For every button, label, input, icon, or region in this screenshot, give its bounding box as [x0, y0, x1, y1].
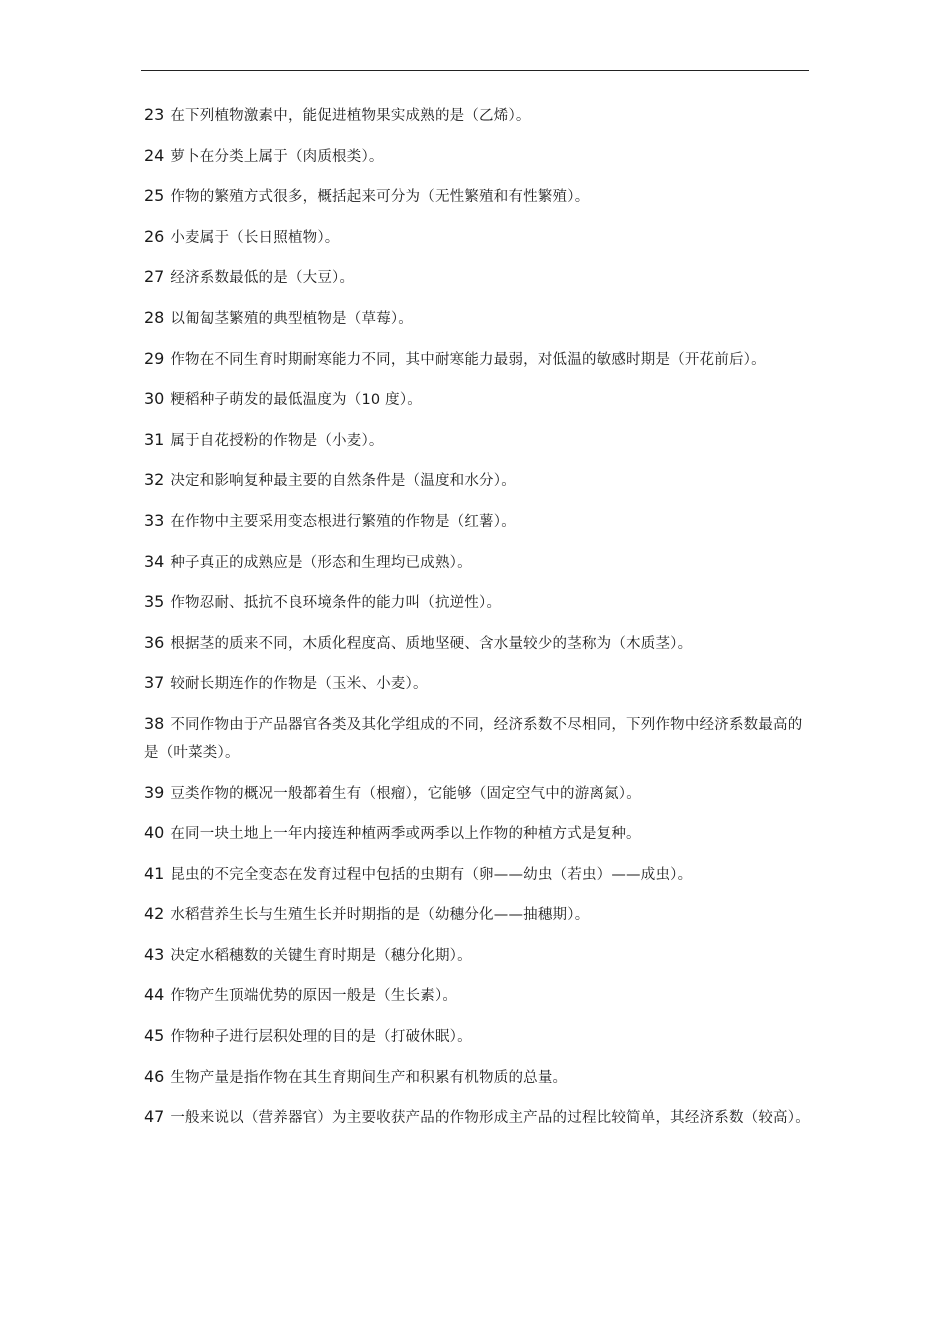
question-number: 29	[144, 348, 165, 368]
question-number: 28	[144, 307, 165, 327]
question-number: 25	[144, 186, 165, 206]
question-number: 43	[144, 944, 165, 964]
question-text: 属于自花授粉的作物是（小麦）。	[170, 432, 384, 449]
question-number: 24	[144, 145, 165, 165]
question-text: 作物的繁殖方式很多，概括起来可分为（无性繁殖和有性繁殖）。	[170, 189, 590, 206]
question-number: 40	[144, 823, 165, 843]
question-item	[144, 466, 812, 495]
question-item	[144, 941, 812, 970]
question-item	[144, 223, 812, 252]
question-text: 不同作物由于产品器官各类及其化学组成的不同，经济系数不尽相同，下列作物中经济系数最高的是（叶菜类）。	[144, 716, 803, 761]
question-number: 41	[144, 863, 165, 883]
question-text: 萝卜在分类上属于（肉质根类）。	[170, 148, 384, 165]
question-item	[144, 263, 812, 292]
question-number: 37	[144, 673, 165, 693]
question-text: 作物忍耐、抵抗不良环境条件的能力叫（抗逆性）。	[170, 595, 502, 612]
question-item	[144, 981, 812, 1010]
question-item	[144, 1103, 812, 1132]
question-item	[144, 101, 812, 130]
question-item	[144, 385, 812, 414]
question-text: 决定水稻穗数的关键生育时期是（穗分化期）。	[170, 947, 472, 964]
question-item	[144, 182, 812, 211]
question-item	[144, 426, 812, 455]
question-number: 30	[144, 389, 165, 409]
question-list	[144, 101, 812, 1144]
question-item	[144, 1022, 812, 1051]
question-item	[144, 779, 812, 808]
question-text: 粳稻种子萌发的最低温度为（10 度）。	[170, 392, 422, 409]
question-number: 42	[144, 904, 165, 924]
question-number: 44	[144, 985, 165, 1005]
question-text: 作物产生顶端优势的原因一般是（生长素）。	[170, 988, 458, 1005]
question-text: 在下列植物激素中，能促进植物果实成熟的是（乙烯）。	[170, 108, 531, 124]
question-text: 水稻营养生长与生殖生长并时期指的是（幼穗分化——抽穗期）。	[170, 907, 590, 924]
question-item	[144, 710, 812, 767]
question-item	[144, 304, 812, 333]
question-text: 一般来说以（营养器官）为主要收获产品的作物形成主产品的过程比较简单，其经济系数（较高）。	[170, 1110, 810, 1127]
question-text: 以匍匐茎繁殖的典型植物是（草莓）。	[170, 310, 414, 327]
question-number: 33	[144, 510, 165, 530]
question-number: 39	[144, 782, 165, 802]
question-text: 在同一块土地上一年内接连种植两季或两季以上作物的种植方式是复种。	[170, 826, 641, 843]
question-number: 45	[144, 1026, 165, 1046]
question-number: 32	[144, 470, 165, 490]
question-number: 31	[144, 429, 165, 449]
question-item	[144, 629, 812, 658]
question-item	[144, 507, 812, 536]
question-item	[144, 900, 812, 929]
question-text: 小麦属于（长日照植物）。	[170, 229, 340, 246]
question-item	[144, 548, 812, 577]
question-item	[144, 588, 812, 617]
question-text: 昆虫的不完全变态在发育过程中包括的虫期有（卵——幼虫（若虫）——成虫）。	[170, 866, 693, 883]
question-item	[144, 1063, 812, 1092]
question-text: 根据茎的质来不同，木质化程度高、质地坚硬、含水量较少的茎称为（木质茎）。	[170, 635, 693, 652]
question-text: 作物种子进行层积处理的目的是（打破休眠）。	[170, 1029, 472, 1046]
question-item	[144, 819, 812, 848]
question-number: 34	[144, 551, 165, 571]
question-number: 46	[144, 1066, 165, 1086]
question-text: 生物产量是指作物在其生育期间生产和积累有机物质的总量。	[170, 1069, 568, 1086]
question-text: 较耐长期连作的作物是（玉米、小麦）。	[170, 676, 428, 693]
question-number: 47	[144, 1107, 165, 1127]
question-item	[144, 860, 812, 889]
question-text: 豆类作物的概况一般都着生有（根瘤），它能够（固定空气中的游离氮）。	[170, 785, 641, 802]
question-item	[144, 142, 812, 171]
question-number: 36	[144, 632, 165, 652]
question-item	[144, 345, 812, 374]
question-text: 在作物中主要采用变态根进行繁殖的作物是（红薯）。	[170, 513, 516, 530]
header-rule	[141, 70, 809, 71]
question-text: 种子真正的成熟应是（形态和生理均已成熟）。	[170, 554, 472, 571]
question-number: 38	[144, 713, 165, 733]
question-text: 经济系数最低的是（大豆）。	[170, 270, 355, 287]
question-number: 27	[144, 267, 165, 287]
question-number: 23	[144, 105, 165, 124]
question-number: 26	[144, 226, 165, 246]
question-item	[144, 669, 812, 698]
question-number: 35	[144, 592, 165, 612]
question-text: 决定和影响复种最主要的自然条件是（温度和水分）。	[170, 473, 516, 490]
question-text: 作物在不同生育时期耐寒能力不同，其中耐寒能力最弱，对低温的敏感时期是（开花前后）。	[170, 351, 766, 368]
